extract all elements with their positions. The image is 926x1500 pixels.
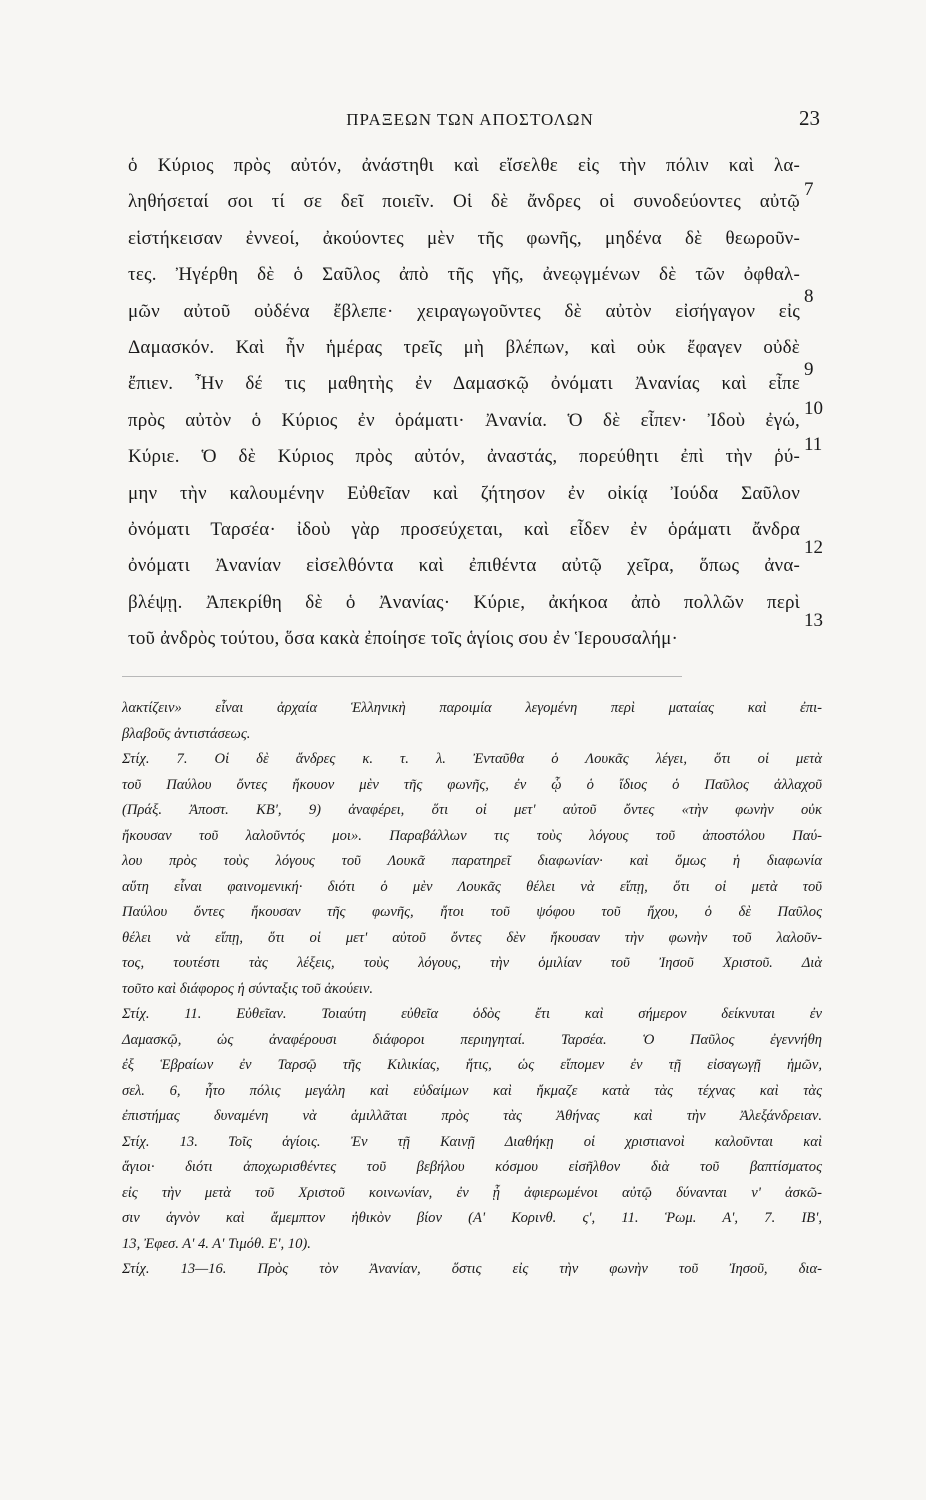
text-line: Δαμασκόν. Καὶ ἦν ἡμέρας τρεῖς μὴ βλέπων, καὶ οὐκ ἔφαγεν οὐδὲ (128, 336, 800, 358)
text-line: Κύριε. Ὁ δὲ Κύριος πρὸς αὐτόν, ἀναστάς, πορεύθητι ἐπὶ τὴν ῥύ- (128, 446, 800, 468)
page-header (120, 106, 820, 140)
note-line: τοῦ Παύλου ὄντες ἤκουον μὲν τῆς φωνῆς, ἐν ᾧ ὁ ἴδιος ὁ Παῦλος ἀλλαχοῦ (122, 776, 822, 793)
text-line: τες. Ἠγέρθη δὲ ὁ Σαῦλος ἀπὸ τῆς γῆς, ἀνεῳγμένων δὲ τῶν ὀφθαλ- (128, 264, 800, 286)
note-line: λακτίζειν» εἶναι ἀρχαία Ἑλληνικὴ παροιμία λεγομένη περὶ ματαίας καὶ ἐπι- (122, 700, 822, 716)
note-line: τοῦτο καὶ διάφορος ἡ σύνταξις τοῦ ἀκούειν. (122, 980, 373, 997)
verse-number: 13 (804, 610, 823, 631)
page-number: 23 (799, 106, 820, 130)
note-line: Δαμασκῷ, ὡς ἀναφέρουσι διάφοροι περιηγηταί. Ταρσέα. Ὁ Παῦλος ἐγεννήθη (122, 1031, 822, 1048)
text-line: βλέψῃ. Ἀπεκρίθη δὲ ὁ Ἀνανίας· Κύριε, ἀκήκοα ἀπὸ πολλῶν περὶ (128, 591, 800, 613)
note-line: ἐπιστήμας δυναμένη νὰ ἁμιλλᾶται πρὸς τὰς Ἀθήνας καὶ τὴν Ἀλεξάνδρειαν. (122, 1108, 822, 1124)
note-line: ἅγιοι· διότι ἀποχωρισθέντες τοῦ βεβήλου κόσμου εἰσῆλθον διὰ τοῦ βαπτίσματος (122, 1159, 822, 1175)
verse-number: 8 (804, 286, 814, 307)
note-line: Στίχ. 13. Τοῖς ἁγίοις. Ἐν τῇ Καινῇ Διαθήκῃ οἱ χριστιανοὶ καλοῦνται καὶ (122, 1133, 822, 1150)
note-line: τος, τουτέστι τὰς λέξεις, τοὺς λόγους, τὴν ὁμιλίαν τοῦ Ἰησοῦ Χριστοῦ. Διὰ (122, 955, 822, 971)
verse-number: 9 (804, 359, 814, 380)
text-line: ληθήσεταί σοι τί σε δεῖ ποιεῖν. Οἱ δὲ ἄνδρες οἱ συνοδεύοντες αὐτῷ (128, 191, 800, 213)
text-line: τοῦ ἀνδρὸς τούτου, ὅσα κακὰ ἐποίησε τοῖς ἁγίοις σου ἐν Ἱερουσαλήμ· (128, 628, 679, 650)
text-line: ὀνόματι Ταρσέα· ἰδοὺ γὰρ προσεύχεται, καὶ εἶδεν ἐν ὁράματι ἄνδρα (128, 518, 800, 540)
text-line: μῶν αὐτοῦ οὐδένα ἔβλεπε· χειραγωγοῦντες δὲ αὐτὸν εἰσήγαγον εἰς (128, 300, 800, 322)
text-line: μην τὴν καλουμένην Εὐθεῖαν καὶ ζήτησον ἐν οἰκίᾳ Ἰούδα Σαῦλον (128, 482, 800, 504)
note-line: ἐξ Ἑβραίων ἐν Ταρσῷ τῆς Κιλικίας, ἥτις, ὡς εἴπομεν ἐν τῇ εἰσαγωγῇ ἡμῶν, (122, 1057, 822, 1073)
note-line: σιν ἁγνὸν καὶ ἄμεμπτον ἠθικὸν βίον (Α' Κορινθ. ς', 11. Ῥωμ. Α', 7. ΙΒ', (122, 1210, 822, 1226)
verse-number: 10 (804, 398, 823, 419)
note-line: εἰς τὴν μετὰ τοῦ Χριστοῦ κοινωνίαν, ἐν ᾗ ἀφιερωμένοι αὐτῷ δύνανται ν' ἀσκῶ- (122, 1184, 822, 1201)
verse-number: 11 (804, 434, 823, 455)
note-line: θέλει νὰ εἴπῃ, ὅτι οἱ μετ' αὐτοῦ ὄντες δὲν ἤκουσαν τὴν φωνὴν τοῦ λαλοῦν- (122, 929, 822, 946)
note-line: αὕτη εἶναι φαινομενική· διότι ὁ μὲν Λουκᾶς θέλει νὰ εἴπῃ, ὅτι οἱ μετὰ τοῦ (122, 878, 822, 895)
note-line: Στίχ. 13—16. Πρὸς τὸν Ἀνανίαν, ὅστις εἰς τὴν φωνὴν τοῦ Ἰησοῦ, δια- (122, 1261, 822, 1277)
main-text (128, 148, 800, 657)
note-line: Στίχ. 7. Οἱ δὲ ἄνδρες κ. τ. λ. Ἐνταῦθα ὁ Λουκᾶς λέγει, ὅτι οἱ μετὰ (122, 751, 822, 767)
note-line: ἤκουσαν τοῦ λαλοῦντός μοι». Παραβάλλων τις τοὺς λόγους τοῦ ἀποστόλου Παύ- (122, 827, 822, 844)
note-line: (Πράξ. Ἀποστ. ΚΒ', 9) ἀναφέρει, ὅτι οἱ μετ' αὐτοῦ ὄντες «τὴν φωνὴν οὐκ (122, 802, 822, 818)
note-line: λου πρὸς τοὺς λόγους τοῦ Λουκᾶ παρατηρεῖ διαφωνίαν· καὶ ὅμως ἡ διαφωνία (122, 853, 822, 869)
note-line: Παύλου ὄντες ἤκουσαν τῆς φωνῆς, ἤτοι τοῦ ψόφου τοῦ ἤχου, ὁ δὲ Παῦλος (122, 904, 822, 920)
note-line: 13, Ἐφεσ. Α' 4. Α' Τιμόθ. Ε', 10). (122, 1235, 311, 1252)
note-line: βλαβοῦς ἀντιστάσεως. (122, 725, 251, 742)
verse-number: 12 (804, 537, 823, 558)
running-title: ΠΡΑΞΕΩΝ ΤΩΝ ΑΠΟΣΤΟΛΩΝ (346, 110, 594, 129)
text-line: ὀνόματι Ἀνανίαν εἰσελθόντα καὶ ἐπιθέντα αὐτῷ χεῖρα, ὅπως ἀνα- (128, 555, 800, 577)
text-line: ὁ Κύριος πρὸς αὐτόν, ἀνάστηθι καὶ εἴσελθε εἰς τὴν πόλιν καὶ λα- (128, 155, 800, 176)
text-line: ἔπιεν. Ἦν δέ τις μαθητὴς ἐν Δαμασκῷ ὀνόματι Ἀνανίας καὶ εἶπε (128, 373, 800, 395)
text-line: εἱστήκεισαν ἐννεοί, ἀκούοντες μὲν τῆς φωνῆς, μηδένα δὲ θεωροῦν- (128, 227, 800, 249)
footnote-divider (122, 676, 682, 677)
note-line: σελ. 6, ἦτο πόλις μεγάλη καὶ εὐδαίμων καὶ ἤκμαζε κατὰ τὰς τέχνας καὶ τὰς (122, 1082, 822, 1099)
verse-number: 7 (804, 179, 814, 200)
note-line: Στίχ. 11. Εὐθεῖαν. Τοιαύτη εὐθεῖα ὁδὸς ἔτι καὶ σήμερον δείκνυται ἐν (122, 1006, 822, 1022)
text-line: πρὸς αὐτὸν ὁ Κύριος ἐν ὁράματι· Ἀνανία. Ὁ δὲ εἶπεν· Ἰδοὺ ἐγώ, (128, 409, 800, 431)
commentary-notes (122, 696, 822, 1283)
